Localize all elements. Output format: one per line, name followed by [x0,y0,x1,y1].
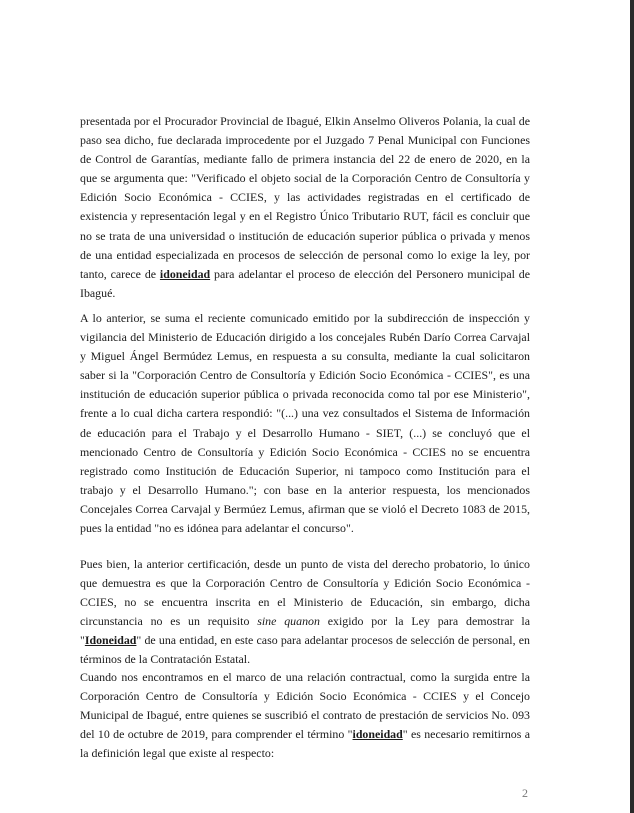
idoneidad-emphasis-2: Idoneidad [84,633,137,648]
paragraph-3-text-a: Pues bien, la anterior certificación, desde un punto de vista del derecho probatorio, lo único que demuestra es que la Corporación Centro de Consultoría y Edición Socio Económica - CCIES, no se encuentra inscrita en el Ministerio de Educación, sin embargo, dicha circunstancia no es un requisito [80,557,530,629]
paragraph-1 [80,112,530,303]
paragraph-4 [80,668,530,763]
paragraph-4-text-b: " es necesario remitirnos a la definición legal que existe al respecto: [80,727,530,761]
idoneidad-emphasis-3: idoneidad [352,727,403,742]
page-number: 2 [522,786,528,800]
idoneidad-emphasis-1: idoneidad [159,266,211,281]
paragraph-1-text-b: para adelantar el proceso de elección del Personero municipal de Ibagué. [80,266,530,300]
scan-edge-border [630,0,634,813]
paragraph-4-text-a: Cuando nos encontramos en el marco de una relación contractual, como la surgida entre la Corporación Centro de Consultoría y Edición Socio Económica - CCIES y el Concejo Municipal de Ibagué, entre quienes se suscribió el contrato de prestación de servicios No. 093 del 10 de octubre de 2019, para comprender el término " [80,670,530,742]
paragraph-2 [80,309,530,538]
paragraph-2-text: A lo anterior, se suma el reciente comunicado emitido por la subdirección de inspección y vigilancia del Ministerio de Educación dirigido a los concejales Rubén Darío Correa Carvajal y Miguel Ángel Bermúdez Lemus, en respuesta a su consulta, mediante la cual solicitaron saber si la "Corporación Centro de Consultoría y Edición Socio Económica - CCIES", es una institución de educación superior pública o privada reconocida como tal por ese Ministerio", frente a lo cual dicha cartera respondió: "(...) una vez consultados el Sistema de Información de educación para el Trabajo y el Desarrollo Humano - SIET, (...) se concluyó que el mencionado Centro de Consultoría y Edición Socio Económica - CCIES no se encuentra registrado como Institución de Educación Superior, ni tampoco como Institución para el trabajo y el Desarrollo Humano."; con base en la anterior respuesta, los mencionados Concejales Correa Carvajal y Bermúez Lemus, afirman que se violó el Decreto 1083 de 2015, pues la entidad "no es idónea para adelantar el concurso". [80,311,530,536]
paragraph-3-text-b: exigido por la Ley para demostrar la " [80,614,530,648]
sine-quanon-phrase: sine quanon [257,614,320,629]
paragraph-3-text-c: " de una entidad, en este caso para adelantar procesos de selección de personal, en términos de la Contratación Estatal. [80,633,530,667]
paragraph-3 [80,555,530,670]
paragraph-1-text-a: presentada por el Procurador Provincial de Ibagué, Elkin Anselmo Oliveros Polania, la cual de paso sea dicho, fue declarada improcedente por el Juzgado 7 Penal Municipal con Funciones de Control de Garantías, mediante fallo de primera instancia del 22 de enero de 2020, en la que se argumenta que: "Verificado el objeto social de la Corporación Centro de Consultoría y Edición Socio Económica - CCIES, y las actividades registradas en el certificado de existencia y representación legal y en el Registro Único Tributario RUT, fácil es concluir que no se trata de una universidad o institución de educación superior pública o privada y menos de una entidad especializada en procesos de selección de personal como lo exige la ley, por tanto, carece de [80,114,530,281]
